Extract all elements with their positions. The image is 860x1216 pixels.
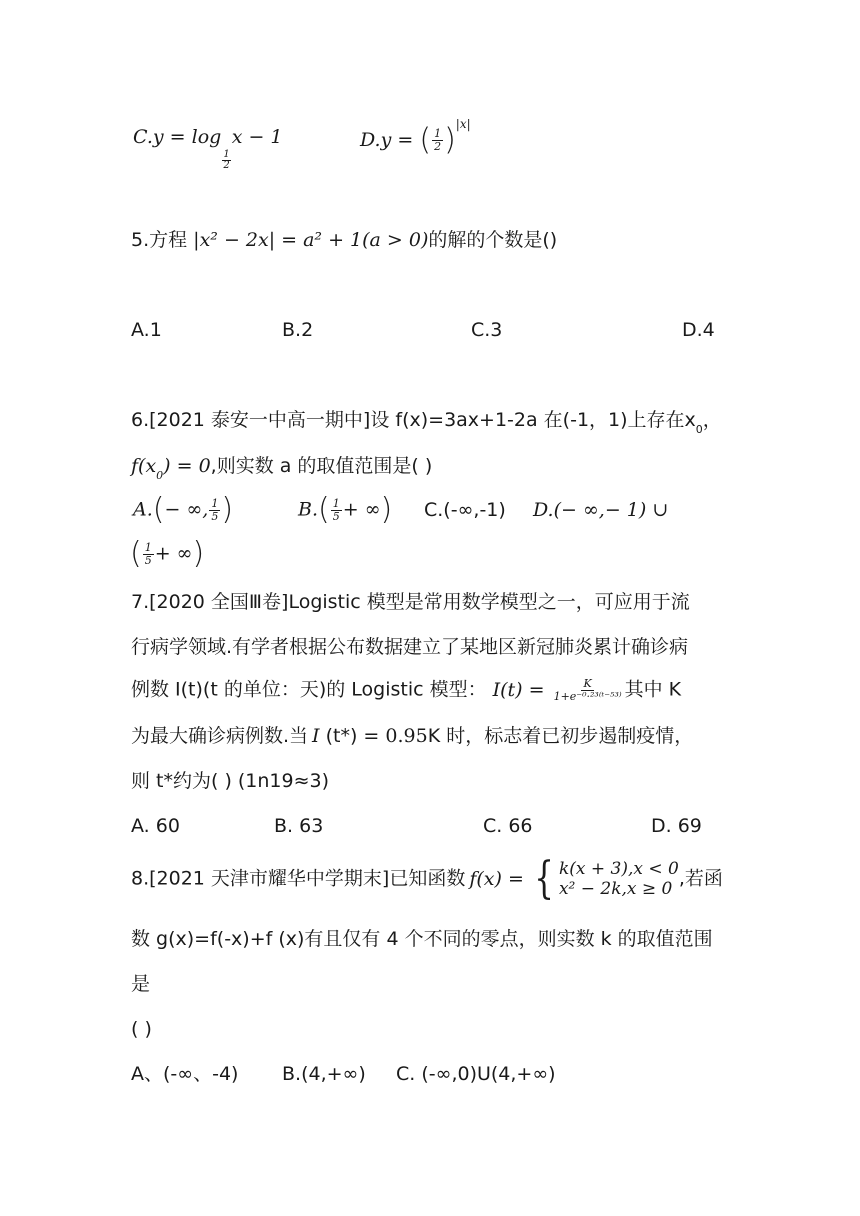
q7-option-c: C. 66 (483, 815, 533, 837)
q6-option-d: D.(− ∞,− 1) ∪ (533, 499, 669, 521)
q7-line5: 则 t*约为( ) (1n19≈3) (131, 770, 330, 792)
q4-option-d: D.y = ( $\frac{1}{2}$ )$^{|x|}$ (360, 117, 471, 158)
q5-option-b: B.2 (282, 319, 314, 341)
q5-option-a: A.1 (131, 319, 162, 341)
q7-option-a: A. 60 (131, 815, 180, 837)
q8-option-c: C. (-∞,0)U(4,+∞) (396, 1063, 556, 1085)
q7-option-b: B. 63 (274, 815, 324, 837)
q5-stem: 5.方程 |x² − 2x| = a² + 1(a > 0)的解的个数是() (131, 229, 558, 251)
q6-option-c: C.(-∞,-1) (424, 499, 506, 521)
q8-line1: 8.[2021 天津市耀华中学期末]已知函数 f(x) = { k(x + 3),x < 0 x² − 2k,x ≥ 0 ,若函 (131, 853, 723, 904)
q7-option-d: D. 69 (651, 815, 702, 837)
q6-stem-line1: 6.[2021 泰安一中高一期中]设 f(x)=3ax+1-2a 在(-1，1)上存在$x_0$， (131, 409, 722, 436)
q8-line4: ( ) (131, 1018, 152, 1040)
q5-option-d: D.4 (682, 319, 715, 341)
q6-option-b: B.( $\frac{1}{5}$ + ∞) (298, 492, 393, 527)
q6-option-a: A.(− ∞, $\frac{1}{5}$ ) (133, 492, 234, 527)
q7-line1: 7.[2020 全国Ⅲ卷]Logistic 模型是常用数学模型之一，可应用于流 (131, 591, 690, 613)
q6-stem-line2: $f(x_0) = 0$,则实数 a 的取值范围是( ) (131, 455, 433, 482)
q7-line2: 行病学领域.有学者根据公布数据建立了某地区新冠肺炎累计确诊病 (131, 636, 689, 658)
q7-line4: 为最大确诊病例数.当 I (t*) = 0.95K 时，标志着已初步遏制疫情， (131, 725, 694, 747)
q5-option-c: C.3 (471, 319, 503, 341)
q4-option-c: C.y = log $\frac{1}{2}$ x − 1 (133, 126, 283, 171)
q8-line3: 是 (131, 973, 151, 995)
q7-line3: 例数 I(t)(t 的单位：天)的 Logistic 模型： I(t) = $\frac{K}{\text{1+e⁻⁰·²³⁽ᵗ⁻⁵³⁾}}$ 其中 K (131, 677, 682, 703)
q8-option-a: A、(-∞、-4) (131, 1063, 239, 1085)
q8-option-b: B.(4,+∞) (282, 1063, 366, 1085)
q6-option-d-cont: ( $\frac{1}{5}$ + ∞) (130, 536, 205, 571)
q8-line2: 数 g(x)=f(-x)+f (x)有且仅有 4 个不同的零点，则实数 k 的取值范围 (131, 928, 713, 950)
